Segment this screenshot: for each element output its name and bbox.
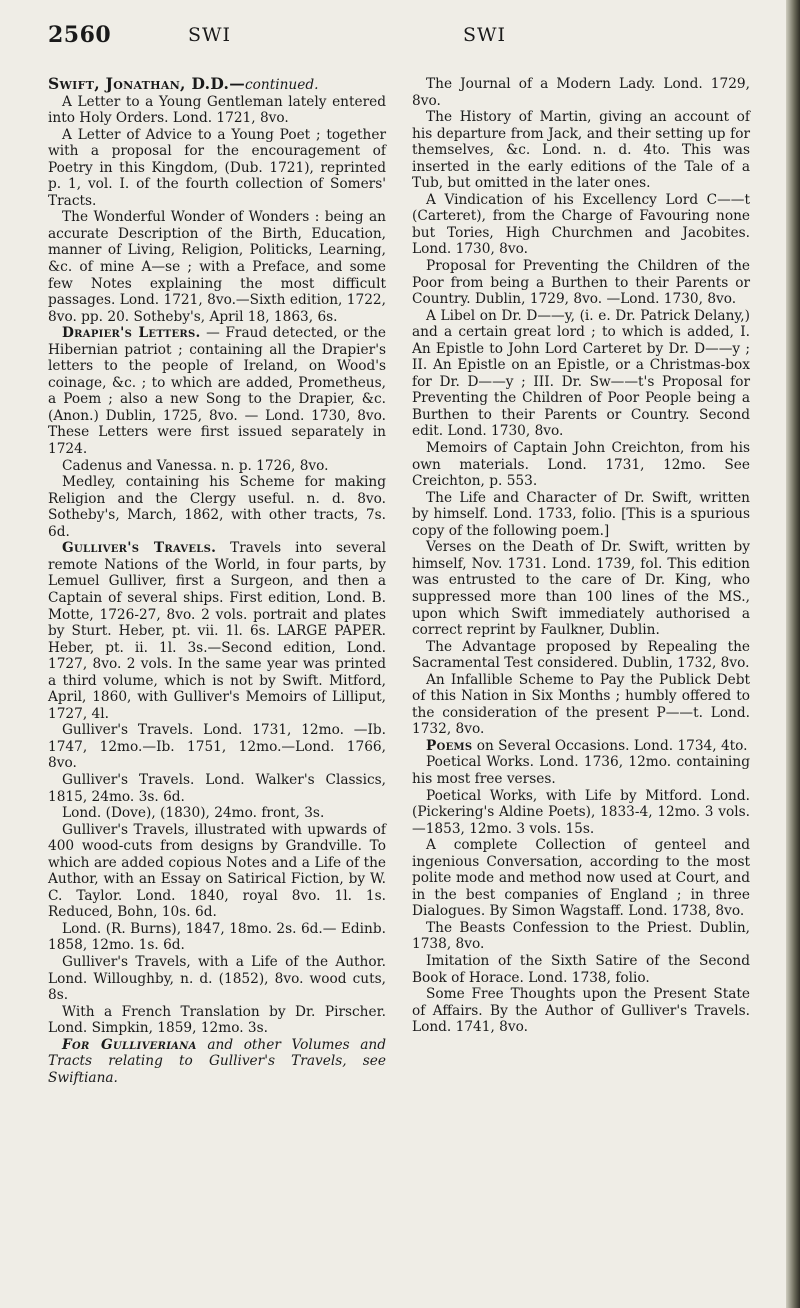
entry-rest: — Fraud detected, or the Hibernian patriot ; containing all the Drapier's letters to the people of Ireland, on Wood's coinage, &c. ; to which are added, Prometheus, a Poem ; also a new Song to the Drapier, &c. (Anon.) Dublin, 1725, 8vo. — Lond. 1730, 8vo. These Letters were first issued separately in 1724. xyxy=(48,325,386,458)
left-column xyxy=(48,76,386,1086)
entry-text: The Life and Character of Dr. Swift, written by himself. Lond. 1733, folio. [This is a spurious copy of the following poem.] xyxy=(412,489,750,539)
entry-text: The Journal of a Modern Lady. Lond. 1729, 8vo. xyxy=(412,76,750,109)
page-number: 2560 xyxy=(48,22,112,48)
running-head-left: SWI xyxy=(188,24,232,46)
bibliography-entry xyxy=(412,920,750,953)
entry-text: With a French Translation by Dr. Pirscher. Lond. Simpkin, 1859, 12mo. 3s. xyxy=(48,1003,386,1037)
entry-lead: For Gulliveriana xyxy=(62,1036,197,1053)
bibliography-entry xyxy=(412,672,750,738)
entry-text: Cadenus and Vanessa. n. p. 1726, 8vo. xyxy=(62,457,329,474)
entry-text: A Vindication of his Excellency Lord C——t (Carteret), from the Charge of Favouring none but Tories, High Churchmen and Jacobites. Lond. 1730, 8vo. xyxy=(412,191,750,258)
bibliography-entry xyxy=(48,1004,386,1037)
entry-text: The Advantage proposed by Repealing the Sacramental Test considered. Dublin, 1732, 8vo. xyxy=(412,638,750,672)
bibliography-entry xyxy=(412,192,750,258)
entry-text: Imitation of the Sixth Satire of the Second Book of Horace. Lond. 1738, folio. xyxy=(412,952,750,986)
entry-text: Lond. (Dove), (1830), 24mo. front, 3s. xyxy=(62,805,325,822)
entry-text: Gulliver's Travels. Lond. Walker's Classics, 1815, 24mo. 3s. 6d. xyxy=(48,771,386,805)
entry-text: An Infallible Scheme to Pay the Publick Debt of this Nation in Six Months ; humbly offered to the consideration of the present P——t. Lond. 1732, 8vo. xyxy=(412,671,750,738)
bibliography-entry xyxy=(48,822,386,921)
entry-text: A Letter to a Young Gentleman lately entered into Holy Orders. Lond. 1721, 8vo. xyxy=(48,93,386,127)
bibliography-entry xyxy=(48,209,386,325)
bibliography-entry xyxy=(48,458,386,475)
entry-text: A complete Collection of genteel and ingenious Conversation, according to the most polite mode and method now used at Court, and in the best companies of England ; in three Dialogues. By Simon Wagstaff. Lond. 1738, 8vo. xyxy=(412,837,750,920)
entry-text: Poetical Works. Lond. 1736, 12mo. containing his most free verses. xyxy=(412,754,750,787)
entry-lead: Gulliver's Travels. xyxy=(62,540,217,557)
bibliography-entry xyxy=(412,953,750,986)
entry-rest: Travels into several remote Nations of the World, in four parts, by Lemuel Gulliver, first a Surgeon, and then a Captain of several ships. First edition, Lond. B. Motte, 1726-27, 8vo. 2 vols. portrait and plates by Sturt. Heber, pt. vii. 1l. 6s. LARGE PAPER. Heber, pt. ii. 1l. 3s.—Second edition, Lond. 1727, 8vo. 2 vols. In the same year was printed a third volume, which is not by Swift. Mitford, April, 1860, with Gulliver's Memoirs of Lilliput, 1727, 4l. xyxy=(48,540,386,722)
right-column xyxy=(412,76,750,1036)
bibliography-entry xyxy=(48,722,386,772)
entry-lead: Poems xyxy=(426,737,473,754)
entry-text: Memoirs of Captain John Creichton, from his own materials. Lond. 1731, 12mo. See Creichton, p. 553. xyxy=(412,440,750,490)
bibliography-entry xyxy=(48,921,386,954)
bibliography-entry xyxy=(412,490,750,540)
bibliography-entry xyxy=(412,440,750,490)
entry-text: Gulliver's Travels, with a Life of the Author. Lond. Willoughby, n. d. (1852), 8vo. wood cuts, 8s. xyxy=(48,953,386,1004)
entry-text: Lond. (R. Burns), 1847, 18mo. 2s. 6d.— Edinb. 1858, 12mo. 1s. 6d. xyxy=(48,920,386,954)
entry-lead: Drapier's Letters. xyxy=(62,325,201,342)
entry-text: A Libel on Dr. D——y, (i. e. Dr. Patrick Delany,) and a certain great lord ; to which is added, I. An Epistle to John Lord Carteret by Dr. D——y ; II. An Epistle on an Epistle, or a Christmas-box for Dr. D——y ; III. Dr. Sw——t's Proposal for Preventing the Children of Poor People being a Burthen to their Parents or Country. Second edit. Lond. 1730, 8vo. xyxy=(412,307,750,440)
bibliography-entry xyxy=(48,954,386,1004)
bibliography-entry xyxy=(412,308,750,440)
bibliography-entry xyxy=(412,837,750,920)
entry-text: Verses on the Death of Dr. Swift, written by himself, Nov. 1731. Lond. 1739, fol. This edition was entrusted to the care of Dr. King, who suppressed more than 100 lines of the MS., upon which Swift immediately authorised a correct reprint by Faulkner, Dublin. xyxy=(412,539,750,639)
bibliography-entry xyxy=(412,539,750,638)
bibliography-entry xyxy=(412,258,750,308)
entry-text: A Letter of Advice to a Young Poet ; together with a proposal for the encouragement of Poetry in this Kingdom, (Dub. 1721), reprinted p. 1, vol. I. of the fourth collection of Somers' Tracts. xyxy=(48,126,386,209)
running-head-right: SWI xyxy=(463,24,507,46)
bibliography-entry xyxy=(412,788,750,838)
entry-text: Some Free Thoughts upon the Present State of Affairs. By the Author of Gulliver's Travels. Lond. 1741, 8vo. xyxy=(412,986,750,1036)
bibliography-entry xyxy=(412,76,750,109)
entry-text: Gulliver's Travels, illustrated with upwards of 400 wood-cuts from designs by Grandville. To which are added copious Notes and a Life of the Author, with an Essay on Satirical Fiction, by W. C. Taylor. Lond. 1840, royal 8vo. 1l. 1s. Reduced, Bohn, 10s. 6d. xyxy=(48,821,386,921)
bibliography-entry xyxy=(48,540,386,722)
bibliography-entry xyxy=(48,94,386,127)
entry-rest: and other Volumes and Tracts relating to Gulliver's Travels, see Swiftiana. xyxy=(48,1036,387,1086)
page-header xyxy=(48,22,742,52)
page-edge-shadow xyxy=(786,0,800,1308)
entry-text: The Beasts Confession to the Priest. Dublin, 1738, 8vo. xyxy=(412,919,750,953)
bibliography-entry xyxy=(412,109,750,192)
bibliography-entry xyxy=(48,76,386,94)
entry-text: The History of Martin, giving an account of his departure from Jack, and their setting up for themselves, &c. Lond. n. d. 4to. This was inserted in the early editions of the Tale of a Tub, but omitted in the later ones. xyxy=(412,109,750,192)
entry-text: Medley, containing his Scheme for making Religion and the Clergy useful. n. d. 8vo. Sotheby's, March, 1862, with other tracts, 7s. 6d. xyxy=(48,474,386,540)
bibliography-entry xyxy=(412,738,750,755)
bibliography-entry xyxy=(48,325,386,457)
bibliography-entry xyxy=(48,1037,386,1087)
bibliography-entry xyxy=(48,805,386,822)
entry-rest: on Several Occasions. Lond. 1734, 4to. xyxy=(472,737,748,754)
entry-text: Proposal for Preventing the Children of the Poor from being a Burthen to their Parents or Country. Dublin, 1729, 8vo. —Lond. 1730, 8vo. xyxy=(412,258,750,308)
entry-text: Gulliver's Travels. Lond. 1731, 12mo. —Ib. 1747, 12mo.—Ib. 1751, 12mo.—Lond. 1766, 8vo. xyxy=(48,722,386,772)
bibliography-entry xyxy=(412,986,750,1036)
entry-rest: continued. xyxy=(245,77,319,93)
bibliography-entry xyxy=(412,639,750,672)
entry-text: The Wonderful Wonder of Wonders : being an accurate Description of the Birth, Education, manner of Living, Religion, Politicks, Learning, &c. of mine A—se ; with a Preface, and some few Notes explaining the most difficult passages. Lond. 1721, 8vo.—Sixth edition, 1722, 8vo. pp. 20. Sotheby's, April 18, 1863, 6s. xyxy=(48,209,386,325)
bibliography-entry xyxy=(412,754,750,787)
entry-lead: Swift, Jonathan, D.D.— xyxy=(48,74,246,93)
bibliography-entry xyxy=(48,474,386,540)
bibliography-entry xyxy=(48,127,386,210)
bibliography-entry xyxy=(48,772,386,805)
entry-text: Poetical Works, with Life by Mitford. Lond. (Pickering's Aldine Poets), 1833-4, 12mo. 3 vols.—1853, 12mo. 3 vols. 15s. xyxy=(412,787,750,837)
